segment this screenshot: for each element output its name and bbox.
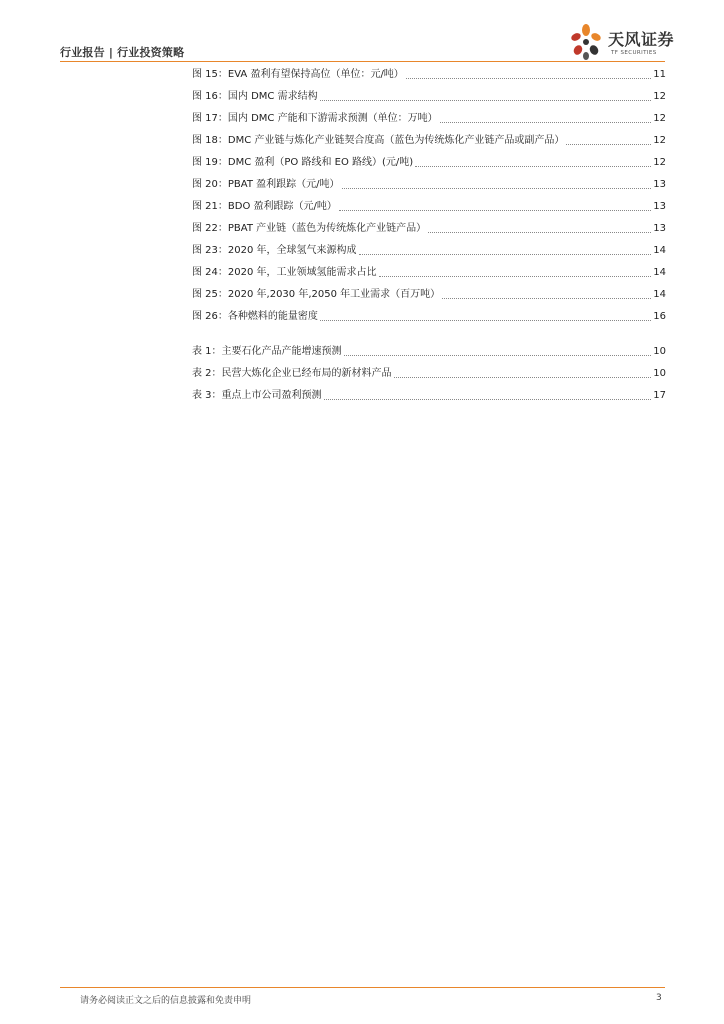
dot-leader — [339, 210, 651, 211]
toc-entry-table[interactable] — [192, 367, 666, 381]
dot-leader — [320, 100, 652, 101]
toc-entry-page: 11 — [653, 69, 666, 80]
dot-leader — [344, 355, 652, 356]
toc-entry-title: 表 2：民营大炼化企业已经布局的新材料产品 — [192, 368, 392, 379]
dot-leader — [359, 254, 652, 255]
toc-entry-page: 12 — [653, 113, 666, 124]
toc-entry[interactable] — [192, 266, 666, 280]
footer-disclaimer: 请务必阅读正文之后的信息披露和免责申明 — [80, 996, 252, 1006]
toc-entry-title: 图 15：EVA 盈利有望保持高位（单位：元/吨） — [192, 69, 404, 80]
toc-entry[interactable] — [192, 112, 666, 126]
toc-entry[interactable] — [192, 244, 666, 258]
toc-entry-page: 12 — [653, 157, 666, 168]
toc-entry-page: 16 — [653, 311, 666, 322]
toc-entry-title: 图 26：各种燃料的能量密度 — [192, 311, 318, 322]
toc-entry-title: 图 17：国内 DMC 产能和下游需求预测（单位：万吨） — [192, 113, 438, 124]
dot-leader — [440, 122, 652, 123]
dot-leader — [394, 377, 652, 378]
logo-english-name: TF SECURITIES — [611, 50, 657, 56]
toc-entry-page: 17 — [653, 390, 666, 401]
toc-entry-page: 13 — [653, 223, 666, 234]
toc-entry-table[interactable] — [192, 389, 666, 403]
report-category: 行业报告 | 行业投资策略 — [60, 46, 185, 59]
dot-leader — [406, 78, 651, 79]
flower-logo-icon — [566, 22, 606, 62]
toc-entry[interactable] — [192, 288, 666, 302]
dot-leader — [428, 232, 651, 233]
toc-entry-title: 图 22：PBAT 产业链（蓝色为传统炼化产业链产品） — [192, 223, 427, 234]
header-divider — [60, 61, 665, 62]
page-number: 3 — [656, 993, 662, 1003]
toc-entry-page: 14 — [653, 245, 666, 256]
toc-entry-title: 图 20：PBAT 盈利跟踪（元/吨） — [192, 179, 340, 190]
toc-entry[interactable] — [192, 156, 666, 170]
toc-entry-title: 图 23：2020 年，全球氢气来源构成 — [192, 245, 357, 256]
toc-entry[interactable] — [192, 68, 666, 82]
toc-entry-title: 图 24：2020 年，工业领域氢能需求占比 — [192, 267, 377, 278]
toc-entry-page: 14 — [653, 267, 666, 278]
toc-entry[interactable] — [192, 222, 666, 236]
toc-entry-page: 13 — [653, 201, 666, 212]
toc-entry[interactable] — [192, 90, 666, 104]
dot-leader — [320, 320, 651, 321]
toc-entry-title: 图 18：DMC 产业链与炼化产业链契合度高（蓝色为传统炼化产业链产品或副产品） — [192, 135, 565, 146]
toc-entry-page: 12 — [653, 135, 666, 146]
toc-entry-title: 图 19：DMC 盈利（PO 路线和 EO 路线）(元/吨) — [192, 157, 414, 168]
logo-chinese-name: 天风证券 — [608, 30, 675, 49]
toc-entry[interactable] — [192, 134, 666, 148]
dot-leader — [442, 298, 651, 299]
company-logo — [566, 22, 676, 62]
toc-entry-title: 图 21：BDO 盈利跟踪（元/吨） — [192, 201, 337, 212]
dot-leader — [324, 399, 652, 400]
footer-divider — [60, 987, 665, 988]
toc-entry-page: 13 — [653, 179, 666, 190]
toc-entry[interactable] — [192, 310, 666, 324]
toc-entry-page: 10 — [653, 368, 666, 379]
toc-entry[interactable] — [192, 200, 666, 214]
dot-leader — [566, 144, 651, 145]
toc-entry-page: 12 — [653, 91, 666, 102]
toc-entry-table[interactable] — [192, 345, 666, 359]
dot-leader — [415, 166, 651, 167]
toc-entry[interactable] — [192, 178, 666, 192]
dot-leader — [342, 188, 652, 189]
toc-entry-page: 14 — [653, 289, 666, 300]
dot-leader — [379, 276, 652, 277]
toc-entry-title: 图 25：2020 年,2030 年,2050 年工业需求（百万吨） — [192, 289, 441, 300]
toc-entry-page: 10 — [653, 346, 666, 357]
toc-entry-title: 表 3：重点上市公司盈利预测 — [192, 390, 322, 401]
toc-entry-title: 表 1：主要石化产品产能增速预测 — [192, 346, 342, 357]
toc-entry-title: 图 16：国内 DMC 需求结构 — [192, 91, 318, 102]
